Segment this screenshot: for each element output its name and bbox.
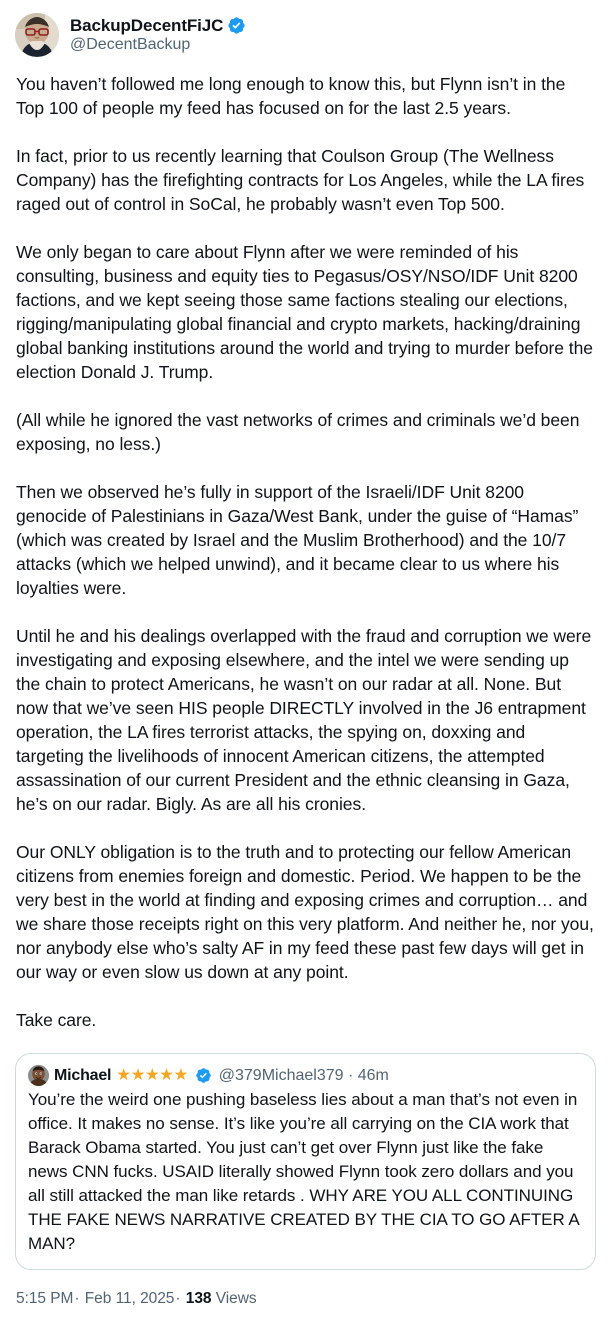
quoted-author-handle-and-time: @379Michael379 · 46m	[218, 1066, 389, 1084]
tweet-date: Feb 11, 2025	[84, 1290, 175, 1307]
views-count: 138	[185, 1290, 212, 1307]
star-rating-icon: ★★★★★	[116, 1066, 188, 1085]
tweet-paragraph: Until he and his dealings overlapped with the fraud and corruption we were investigating and exposing elsewhere, and the intel we were sending up the chain to protect Americans, he wasn’t on our radar at all. None. But now that we’ve seen HIS people DIRECTLY involved in the J6 entrapment operation, the LA fires terrorist attacks, the spying on, doxxing and targeting the livelihoods of innocent American citizens, the attempted assassination of our current President and the ethnic cleansing in Gaza, he’s on our radar. Bigly. As are all his cronies.	[16, 626, 596, 814]
verified-badge-icon	[195, 1067, 212, 1084]
tweet-paragraph: We only began to care about Flynn after we were reminded of his consulting, business and equity ties to Pegasus/OSY/NSO/IDF Unit 8200 factions, and we kept seeing those same factions stealing our elections, rigging/manipulating global financial and crypto markets, hacking/draining global banking institutions around the world and trying to murder before the election Donald J. Trump.	[16, 242, 598, 382]
tweet-paragraph: (All while he ignored the vast networks of crimes and criminals we’d been exposing, no less.)	[16, 410, 585, 454]
footer-separator: ·	[74, 1290, 80, 1307]
tweet-footer	[15, 1286, 596, 1320]
tweet-time: 5:15 PM	[16, 1290, 74, 1307]
tweet-text-body	[15, 72, 599, 1032]
footer-separator: ·	[175, 1290, 181, 1307]
tweet-header	[15, 10, 596, 60]
tweet-paragraph: In fact, prior to us recently learning that Coulson Group (The Wellness Company) has the firefighting contracts for Los Angeles, while the LA fires raged out of control in SoCal, he probably wasn’t even Top 500.	[16, 146, 590, 214]
tweet-paragraph: Our ONLY obligation is to the truth and to protecting our fellow American citizens from enemies foreign and domestic. Period. We happen to be the very best in the world at finding and exposing crimes and corruption… and we share those receipts right on this very platform. And neither he, nor you, nor anybody else who’s salty AF in my feed these past few days will get in our way or even slow us down at any point.	[16, 842, 599, 982]
tweet-paragraph: Take care.	[16, 1010, 97, 1030]
views-label: Views	[215, 1290, 257, 1307]
tweet-paragraph: You haven’t followed me long enough to know this, but Flynn isn’t in the Top 100 of people my feed has focused on for the last 2.5 years.	[16, 74, 570, 118]
quoted-author-avatar[interactable]	[28, 1065, 49, 1086]
avatar[interactable]	[15, 13, 59, 57]
quoted-tweet-header	[28, 1065, 583, 1086]
author-name-row[interactable]	[70, 16, 246, 36]
author-handle: @DecentBackup	[70, 36, 191, 54]
author-identity	[70, 16, 246, 55]
tweet-paragraph: Then we observed he’s fully in support of the Israeli/IDF Unit 8200 genocide of Palestinians in Gaza/West Bank, under the guise of “Hamas” (which was created by Israel and the Muslim Brotherhood) and the 10/7 attacks (which we helped unwind), and it became clear to us where his loyalties were.	[16, 482, 584, 598]
quoted-tweet-card[interactable]	[15, 1053, 596, 1270]
verified-badge-icon	[227, 16, 246, 35]
author-display-name: BackupDecentFiJC	[70, 15, 224, 35]
quoted-tweet-text: You’re the weird one pushing baseless lies about a man that’s not even in office. It makes no sense. It’s like you’re all carrying on the CIA work that Barack Obama started. You just can’t get over Flynn just like the fake news CNN fucks. USAID literally showed Flynn took zero dollars and you all still attacked the man like retards . WHY ARE YOU ALL CONTINUING THE FAKE NEWS NARRATIVE CREATED BY THE CIA TO GO AFTER A MAN?	[28, 1090, 584, 1253]
quoted-author-display-name: Michael	[54, 1066, 112, 1084]
